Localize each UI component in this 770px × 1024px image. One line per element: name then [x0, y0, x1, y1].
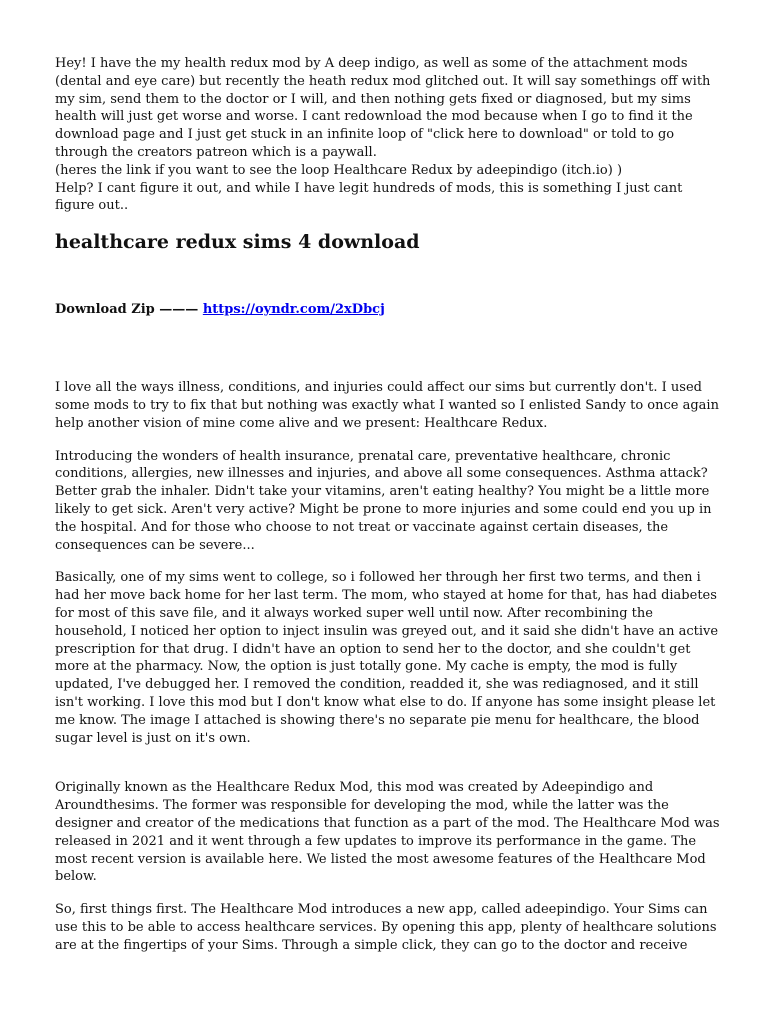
intro-text — [55, 55, 715, 215]
paragraph-line: had her move back home for her last term. The mom, who stayed at home for that, has had diabetes — [55, 588, 717, 604]
intro-line: (dental and eye care) but recently the heath redux mod glitched out. It will say somethings off with — [55, 73, 711, 89]
paragraph-line: me know. The image I attached is showing there's no separate pie menu for healthcare, the blood — [55, 712, 700, 728]
paragraph-line: most recent version is available here. We listed the most awesome features of the Healthcare Mod — [55, 851, 706, 867]
intro-line: figure out.. — [55, 198, 129, 214]
paragraph-line: So, first things first. The Healthcare Mod introduces a new app, called adeepindigo. Your Sims can — [55, 902, 708, 918]
paragraph-line: conditions, allergies, new illnesses and injuries, and above all some consequences. Asthma attack? — [55, 466, 708, 482]
paragraph-line: below. — [55, 869, 97, 885]
paragraph-line: I love all the ways illness, conditions, and injuries could affect our sims but currently don't. I used — [55, 380, 702, 396]
paragraph-line: household, I noticed her option to inject insulin was greyed out, and it said she didn't have an active — [55, 623, 719, 639]
paragraph-line: isn't working. I love this mod but I don't know what else to do. If anyone has some insight please let — [55, 694, 716, 710]
intro-line: (heres the link if you want to see the loop Healthcare Redux by adeepindigo (itch.io) ) — [55, 162, 623, 178]
download-label: Download Zip ——— — [55, 302, 203, 318]
paragraph — [55, 379, 719, 432]
paragraph-line: likely to get sick. Aren't very active? Might be prone to more injuries and some could end you up in — [55, 501, 712, 517]
paragraph — [55, 779, 720, 886]
paragraph-line: designer and creator of the medications that function as a part of the mod. The Healthcare Mod was — [55, 815, 720, 831]
paragraph-line: use this to be able to access healthcare services. By opening this app, plenty of healthcare solutions — [55, 919, 717, 935]
download-row — [55, 301, 715, 318]
intro-line: Help? I cant figure it out, and while I have legit hundreds of mods, this is something I just cant — [55, 180, 683, 196]
paragraph-line: prescription for that drug. I didn't have an option to send her to the doctor, and she couldn't get — [55, 641, 691, 657]
document-page — [55, 55, 720, 954]
paragraph-line: Basically, one of my sims went to college, so i followed her through her first two terms, and then i — [55, 570, 701, 586]
paragraph-line: consequences can be severe... — [55, 537, 255, 553]
download-link[interactable]: https://oyndr.com/2xDbcj — [202, 302, 385, 318]
intro-line: download page and I just get stuck in an infinite loop of "click here to download" or told to go — [55, 127, 675, 143]
paragraph-line: Introducing the wonders of health insurance, prenatal care, preventative healthcare, chronic — [55, 448, 671, 464]
paragraph — [55, 448, 715, 555]
paragraph-line: Better grab the inhaler. Didn't take your vitamins, aren't eating healthy? You might be a little more — [55, 484, 710, 500]
paragraph-line: some mods to try to fix that but nothing was exactly what I wanted so I enlisted Sandy to once again — [55, 397, 719, 413]
paragraph-line: released in 2021 and it went through a few updates to improve its performance in the game. The — [55, 833, 697, 849]
paragraph-line: the hospital. And for those who choose to not treat or vaccinate against certain diseases, the — [55, 519, 669, 535]
intro-line: Hey! I have the my health redux mod by A deep indigo, as well as some of the attachment mods — [55, 56, 688, 71]
page-title: healthcare redux sims 4 download — [55, 231, 420, 254]
paragraph — [55, 901, 715, 954]
paragraph-line: more at the pharmacy. Now, the option is just totally gone. My cache is empty, the mod is fully — [55, 659, 678, 675]
intro-line: my sim, send them to the doctor or I will, and then nothing gets fixed or diagnosed, but my sims — [55, 91, 691, 107]
paragraph — [55, 569, 719, 747]
paragraph-line: Originally known as the Healthcare Redux Mod, this mod was created by Adeepindigo and — [55, 780, 654, 796]
paragraph-line: Aroundthesims. The former was responsible for developing the mod, while the latter was the — [55, 798, 669, 814]
intro-line: health will just get worse and worse. I cant redownload the mod because when I go to find it the — [55, 109, 693, 125]
paragraph-line: sugar level is just on it's own. — [55, 730, 251, 746]
paragraph-line: are at the fingertips of your Sims. Through a simple click, they can go to the doctor and receive — [55, 937, 688, 953]
paragraph-line: updated, I've debugged her. I removed the condition, readded it, she was rediagnosed, and it still — [55, 677, 699, 693]
paragraph-line: help another vision of mine come alive and we present: Healthcare Redux. — [55, 415, 548, 431]
paragraph-line: for most of this save file, and it always worked super well until now. After recombining the — [55, 605, 653, 621]
intro-line: through the creators patreon which is a paywall. — [55, 144, 377, 160]
